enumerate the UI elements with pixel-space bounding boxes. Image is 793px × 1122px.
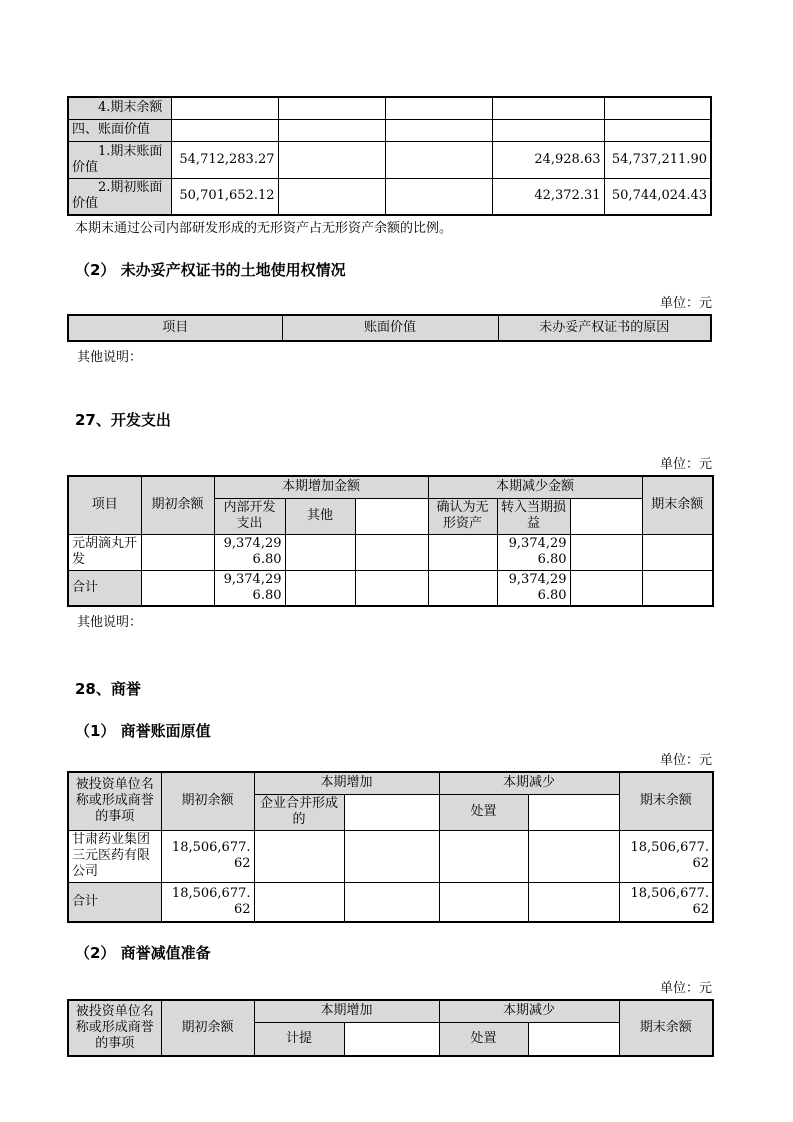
empty-header-cell: [528, 794, 619, 830]
empty-cell: [344, 830, 439, 882]
empty-cell: [171, 119, 278, 141]
empty-cell: [141, 534, 214, 570]
row-header: 元胡滴丸开发: [68, 534, 141, 570]
empty-cell: [254, 882, 344, 922]
empty-header-cell: [570, 498, 642, 534]
empty-cell: [278, 119, 385, 141]
total-row-header: 合计: [68, 882, 161, 922]
amount-cell: 42,372.31: [492, 178, 604, 215]
empty-cell: [428, 570, 497, 606]
column-header: 处置: [439, 1022, 528, 1056]
column-header: 确认为无形资产: [428, 498, 497, 534]
column-header: 项目: [68, 476, 141, 534]
empty-cell: [141, 570, 214, 606]
note-text: 本期末通过公司内部研发形成的无形资产占无形资产余额的比例。: [75, 221, 453, 236]
empty-cell: [278, 178, 385, 215]
empty-header-cell: [528, 1022, 619, 1056]
column-header: 未办妥产权证书的原因: [498, 315, 711, 341]
group-header-decrease: 本期减少: [439, 1000, 619, 1022]
land-use-rights-table: [67, 314, 712, 342]
column-header: 计提: [254, 1022, 344, 1056]
unit-label: 单位：元: [659, 753, 712, 768]
row-header: 2.期初账面价值: [68, 178, 171, 215]
column-header: 期末余额: [642, 476, 713, 534]
row-header: 4.期末余额: [68, 97, 171, 119]
empty-cell: [439, 882, 528, 922]
empty-cell: [604, 97, 711, 119]
group-header-increase: 本期增加: [254, 1000, 439, 1022]
intangible-assets-table: [67, 96, 712, 216]
empty-cell: [278, 97, 385, 119]
empty-cell: [642, 534, 713, 570]
unit-label: 单位：元: [659, 981, 712, 996]
column-header: 期初余额: [161, 772, 254, 830]
column-header: 期末余额: [619, 1000, 713, 1056]
column-header: 期末余额: [619, 772, 713, 830]
section-title-goodwill-original: （1） 商誉账面原值: [75, 722, 211, 740]
empty-cell: [171, 97, 278, 119]
empty-cell: [355, 570, 428, 606]
group-header-increase: 本期增加金额: [214, 476, 428, 498]
section-title-goodwill-impairment: （2） 商誉减值准备: [75, 944, 211, 962]
empty-cell: [385, 141, 492, 178]
column-header: 企业合并形成的: [254, 794, 344, 830]
row-header: 甘肃药业集团三元医药有限公司: [68, 830, 161, 882]
section-title-dev: 27、开发支出: [75, 411, 171, 429]
row-header: 1.期末账面价值: [68, 141, 171, 178]
amount-cell: 54,712,283.27: [171, 141, 278, 178]
group-header-increase: 本期增加: [254, 772, 439, 794]
amount-cell: 9,374,296.80: [497, 570, 570, 606]
empty-cell: [570, 534, 642, 570]
empty-cell: [355, 534, 428, 570]
section-title-goodwill: 28、商誉: [75, 680, 141, 698]
column-header: 期初余额: [141, 476, 214, 534]
empty-cell: [492, 119, 604, 141]
section-title-land: （2） 未办妥产权证书的土地使用权情况: [75, 261, 346, 279]
unit-label: 单位：元: [659, 457, 712, 472]
row-header: 四、账面价值: [68, 119, 171, 141]
empty-cell: [604, 119, 711, 141]
empty-cell: [385, 178, 492, 215]
empty-cell: [278, 141, 385, 178]
empty-cell: [385, 97, 492, 119]
column-header: 处置: [439, 794, 528, 830]
group-header-decrease: 本期减少金额: [428, 476, 642, 498]
amount-cell: 18,506,677.62: [619, 882, 713, 922]
empty-header-cell: [344, 1022, 439, 1056]
development-expenditure-table: [67, 475, 714, 607]
empty-cell: [344, 882, 439, 922]
column-header: 期初余额: [161, 1000, 254, 1056]
empty-cell: [285, 534, 355, 570]
empty-cell: [385, 119, 492, 141]
column-header: 内部开发支出: [214, 498, 285, 534]
goodwill-original-table: [67, 771, 714, 923]
empty-cell: [285, 570, 355, 606]
empty-cell: [528, 830, 619, 882]
amount-cell: 50,744,024.43: [604, 178, 711, 215]
amount-cell: 9,374,296.80: [214, 534, 285, 570]
amount-cell: 9,374,296.80: [497, 534, 570, 570]
unit-label: 单位：元: [659, 296, 712, 311]
other-note-label: 其他说明：: [77, 350, 143, 365]
column-header: 转入当期损益: [497, 498, 570, 534]
empty-header-cell: [355, 498, 428, 534]
amount-cell: 18,506,677.62: [619, 830, 713, 882]
column-header: 其他: [285, 498, 355, 534]
amount-cell: 18,506,677.62: [161, 882, 254, 922]
amount-cell: 50,701,652.12: [171, 178, 278, 215]
other-note-label: 其他说明：: [77, 615, 143, 630]
goodwill-impairment-table: [67, 999, 714, 1057]
empty-cell: [528, 882, 619, 922]
empty-cell: [492, 97, 604, 119]
empty-cell: [428, 534, 497, 570]
column-header: 被投资单位名称或形成商誉的事项: [68, 772, 161, 830]
empty-cell: [642, 570, 713, 606]
total-row-header: 合计: [68, 570, 141, 606]
column-header: 账面价值: [282, 315, 498, 341]
empty-cell: [254, 830, 344, 882]
column-header: 被投资单位名称或形成商誉的事项: [68, 1000, 161, 1056]
column-header: 项目: [68, 315, 282, 341]
empty-cell: [439, 830, 528, 882]
amount-cell: 54,737,211.90: [604, 141, 711, 178]
group-header-decrease: 本期减少: [439, 772, 619, 794]
empty-cell: [570, 570, 642, 606]
amount-cell: 24,928.63: [492, 141, 604, 178]
empty-header-cell: [344, 794, 439, 830]
amount-cell: 9,374,296.80: [214, 570, 285, 606]
amount-cell: 18,506,677.62: [161, 830, 254, 882]
